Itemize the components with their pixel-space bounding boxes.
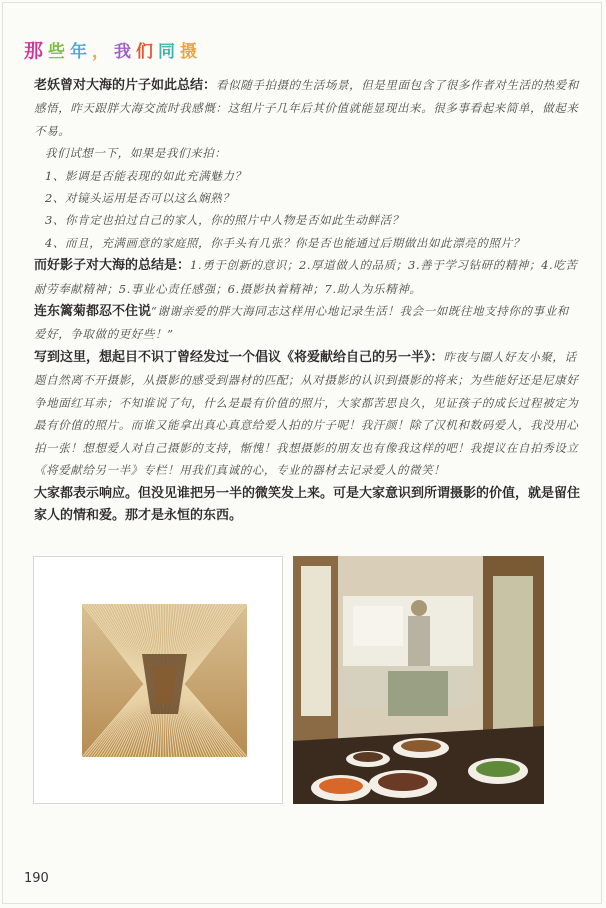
- photo-caption: paul photography: [140, 784, 203, 792]
- page-header: [24, 36, 200, 62]
- paragraph-summary-laoyao: [34, 74, 580, 142]
- paragraph-lead: 而好影子对大海的总结是：: [34, 258, 191, 274]
- list-item: 2、对镜头运用是否可以这么娴熟？: [45, 191, 235, 206]
- header-char: 摄: [180, 42, 201, 62]
- header-char: ，: [92, 42, 113, 62]
- header-char: 们: [136, 42, 157, 62]
- noodles-drawing: [82, 604, 247, 757]
- header-char: 同: [158, 42, 179, 62]
- photo-noodles: [33, 556, 283, 804]
- paragraph-conclusion: 大家都表示响应。但没见谁把另一半的微笑发上来。可是大家意识到所谓摄影的价值，就是留住家人的情和爱。那才是永恒的东西。: [34, 486, 581, 524]
- header-char: 些: [48, 42, 69, 62]
- paragraph-text: 我们试想一下，如果是我们来拍：: [45, 146, 227, 161]
- list-item: 3、你肯定也拍过自己的家人，你的照片中人物是否如此生动鲜活？: [45, 213, 404, 228]
- header-char: 那: [24, 40, 47, 62]
- paragraph-lead: 连东篱菊都忍不住说: [34, 304, 152, 320]
- article-body: [34, 74, 580, 527]
- list-item: 4、而且，充满画意的家庭照，你手头有几张？你是否也能通过后期做出如此漂亮的照片？: [45, 235, 525, 250]
- paragraph-text: “谢谢亲爱的胖大海同志这样用心地记录生活！我会一如既往地支持你的事业和爱好，争取做的更好些！”: [34, 304, 569, 342]
- paragraph-lead: 老妖曾对大海的片子如此总结：: [34, 78, 217, 93]
- page-number: 190: [24, 871, 49, 886]
- header-char: 年: [70, 42, 91, 62]
- paragraph-dongliju: [34, 300, 580, 346]
- paragraph-lead: 写到这里，想起目不识丁曾经发过一个倡议《将爱献给自己的另一半》：: [34, 349, 444, 365]
- noodles-image: [82, 604, 247, 792]
- kitchen-drawing: [293, 556, 544, 804]
- paragraph-text: 看似随手拍摄的生活场景，但是里面包含了很多作者对生活的热爱和感悟，昨天跟胖大海交流时我感慨：这组片子几年后其价值就能显现出来。很多事看起来简单，做起来不易。: [34, 78, 580, 138]
- paragraph-text: 1.勇于创新的意识；2.厚道做人的品质；3.善于学习钻研的精神；4.吃苦耐劳奉献精神；5.事业心责任感强；6.摄影执着精神；7.助人为乐精神。: [34, 258, 578, 296]
- list-item: 1、影调是否能表现的如此充满魅力？: [45, 168, 247, 183]
- paragraph-text: 昨夜与圈人好友小聚，话题自然离不开摄影，从摄影的感受到器材的匹配；从对摄影的认识到摄影的将来；为些能好还是尼康好争地面红耳赤；不知谁说了句，什么是最有价值的照片，大家都苦思良久，见证孩子的成长过程被定为最有价值的照片。而谁又能拿出真心真意给爱人拍的片子呢！我汗颜！除了汉机和数码爱人，我没用心拍一张！想想爱人对自己摄影的支持，惭愧！我想摄影的朋友也有像我这样的吧！我提议在自拍秀设立《将爱献给另一半》专栏！用我们真诚的心，专业的器材去记录爱人的微笑！: [34, 349, 579, 477]
- paragraph-summary-haoyingzi: [34, 254, 580, 300]
- paragraph-proposal: [34, 346, 580, 481]
- photo-kitchen-dinner: [293, 556, 544, 804]
- header-char: 我: [114, 42, 135, 62]
